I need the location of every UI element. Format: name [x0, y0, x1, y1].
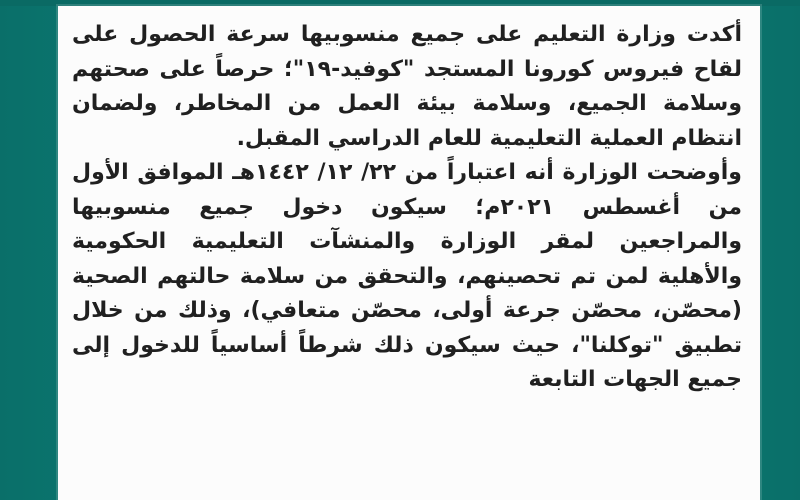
article-text: [72, 18, 742, 398]
article-paragraph-1: أكدت وزارة التعليم على جميع منسوبيها سرعة الحصول على لقاح فيروس كورونا المستجد "كوفيد-١٩"؛ حرصاً على صحتهم وسلامة الجميع، وسلامة بيئة العمل من المخاطر، ولضمان انتظام العملية التعليمية للعام الدراسي المقبل.: [72, 22, 743, 151]
article-paragraph-2: وأوضحت الوزارة أنه اعتباراً من ٢٢/ ١٢/ ١٤٤٢هـ الموافق الأول من أغسطس ٢٠٢١م؛ سيكون دخول جميع منسوبيها والمراجعين لمقر الوزارة والمنشآت التعليمية الحكومية والأهلية لمن تم تحصينهم، والتحقق من سلامة حالتهم الصحية (محصّن، محصّن جرعة أولى، محصّن متعافي)، وذلك من خلال تطبيق "توكلنا"، حيث سيكون ذلك شرطاً أساسياً للدخول إلى جميع الجهات التابعة: [72, 160, 742, 392]
article-card: [58, 6, 760, 500]
